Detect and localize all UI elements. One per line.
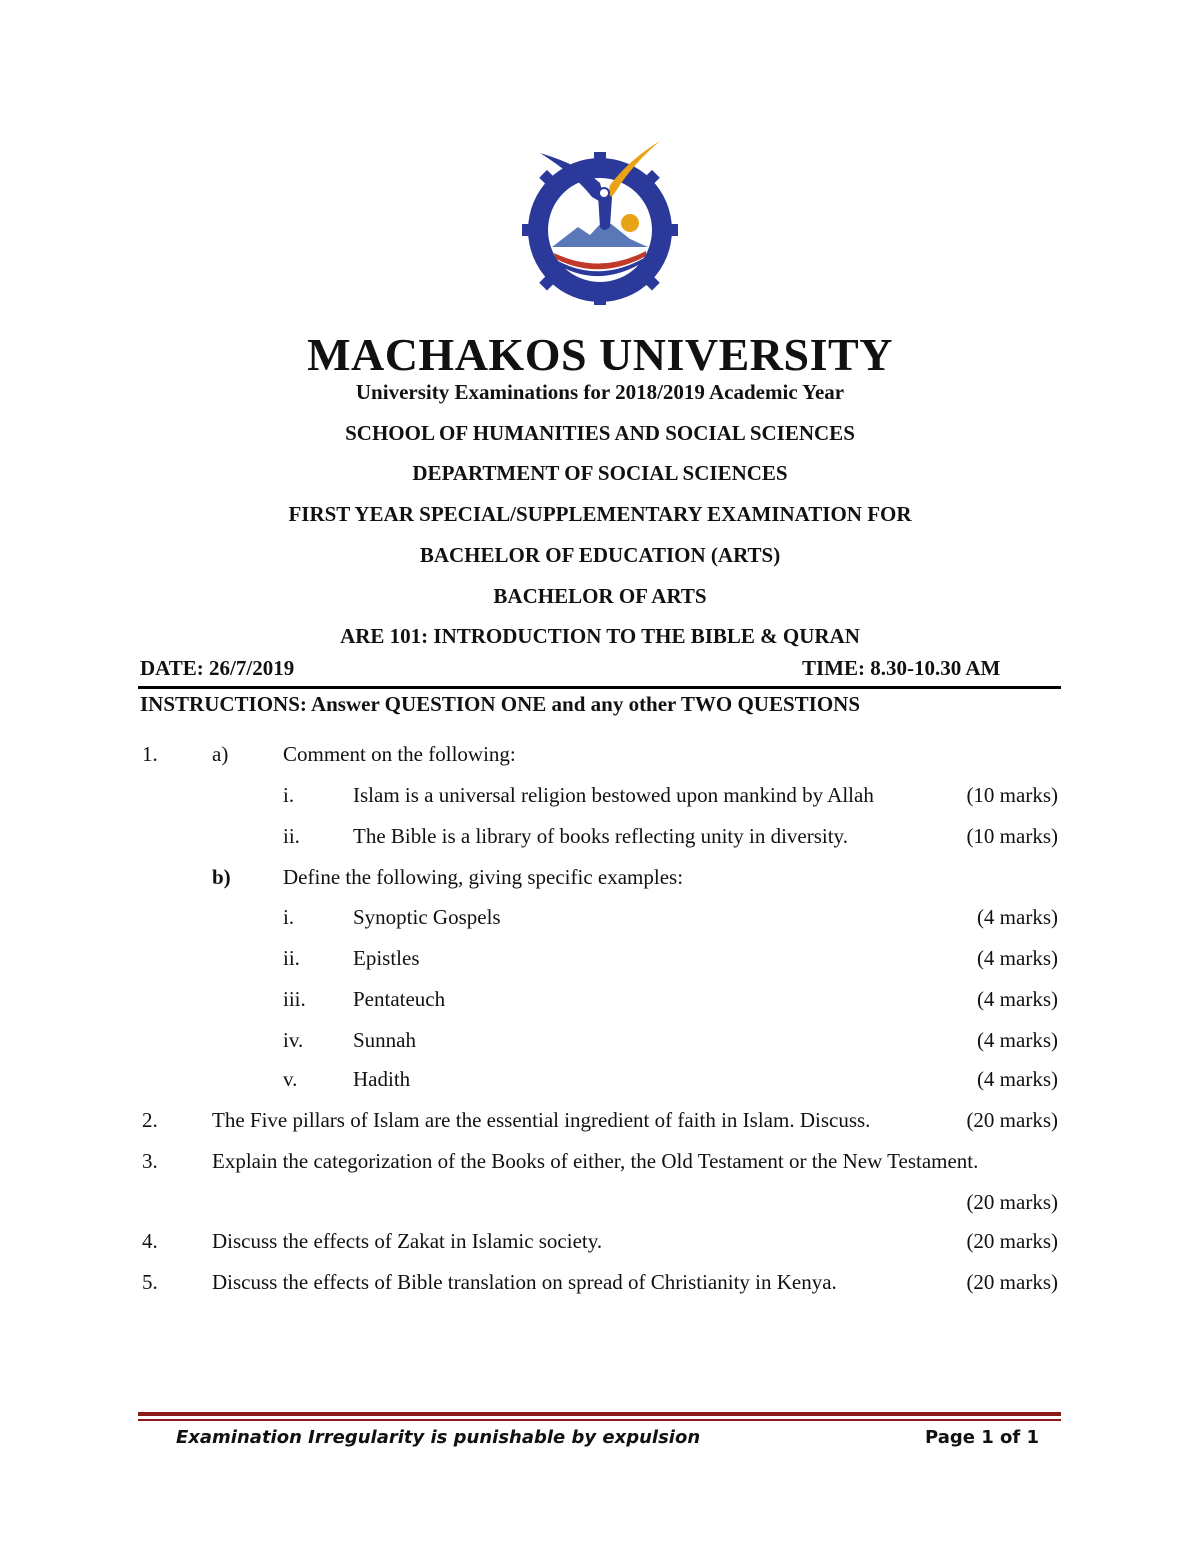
- item-text: Hadith: [353, 1067, 411, 1091]
- question-marks: (20 marks): [966, 1270, 1058, 1294]
- university-name: MACHAKOS UNIVERSITY: [307, 329, 893, 380]
- item-marks: (4 marks): [976, 987, 1058, 1011]
- part-label: a): [212, 742, 229, 766]
- exam-type: FIRST YEAR SPECIAL/SUPPLEMENTARY EXAMINATION FOR: [288, 502, 912, 526]
- university-logo: [520, 135, 680, 305]
- item-number: ii.: [283, 824, 300, 848]
- item-number: iv.: [283, 1028, 304, 1052]
- item-number: iii.: [283, 987, 306, 1011]
- question-marks: (20 marks): [966, 1229, 1058, 1253]
- question-text: Discuss the effects of Zakat in Islamic society.: [212, 1229, 603, 1253]
- programme-1: BACHELOR OF EDUCATION (ARTS): [419, 543, 781, 567]
- programme-2: BACHELOR OF ARTS: [493, 584, 707, 608]
- item-marks: (4 marks): [976, 1028, 1058, 1052]
- question-number: 1.: [142, 742, 158, 766]
- item-number: v.: [283, 1067, 298, 1091]
- footer-divider-thin: [138, 1419, 1061, 1421]
- exam-time: TIME: 8.30-10.30 AM: [802, 656, 1001, 680]
- item-text: Synoptic Gospels: [353, 905, 501, 929]
- header-divider: [138, 686, 1061, 689]
- question-number: 3.: [142, 1149, 158, 1173]
- question-marks: (20 marks): [966, 1190, 1058, 1214]
- question-number: 4.: [142, 1229, 158, 1253]
- question-number: 5.: [142, 1270, 158, 1294]
- item-text: Islam is a universal religion bestowed upon mankind by Allah: [353, 783, 874, 807]
- footer-divider: [138, 1412, 1061, 1416]
- item-text: Pentateuch: [353, 987, 446, 1011]
- item-number: i.: [283, 905, 295, 929]
- exam-date: DATE: 26/7/2019: [140, 656, 295, 680]
- department-name: DEPARTMENT OF SOCIAL SCIENCES: [412, 461, 788, 485]
- item-marks: (10 marks): [966, 783, 1058, 807]
- question-marks: (20 marks): [966, 1108, 1058, 1132]
- item-marks: (4 marks): [976, 905, 1058, 929]
- item-text: The Bible is a library of books reflecting unity in diversity.: [353, 824, 848, 848]
- question-text: Discuss the effects of Bible translation on spread of Christianity in Kenya.: [212, 1270, 837, 1294]
- item-number: i.: [283, 783, 295, 807]
- page-number: Page 1 of 1: [925, 1427, 1039, 1448]
- course-title: ARE 101: INTRODUCTION TO THE BIBLE & QURAN: [340, 624, 860, 648]
- part-text: Comment on the following:: [283, 742, 516, 766]
- instructions: INSTRUCTIONS: Answer QUESTION ONE and any other TWO QUESTIONS: [140, 692, 861, 716]
- item-marks: (4 marks): [976, 946, 1058, 970]
- item-number: ii.: [283, 946, 300, 970]
- question-number: 2.: [142, 1108, 158, 1132]
- question-text: The Five pillars of Islam are the essential ingredient of faith in Islam. Discuss.: [212, 1108, 871, 1132]
- item-text: Epistles: [353, 946, 420, 970]
- item-marks: (10 marks): [966, 824, 1058, 848]
- part-text: Define the following, giving specific examples:: [283, 865, 684, 889]
- school-name: SCHOOL OF HUMANITIES AND SOCIAL SCIENCES: [345, 421, 855, 445]
- question-text: Explain the categorization of the Books of either, the Old Testament or the New Testament.: [212, 1149, 979, 1173]
- exam-year: University Examinations for 2018/2019 Academic Year: [355, 380, 845, 404]
- item-text: Sunnah: [353, 1028, 416, 1052]
- footer-note: Examination Irregularity is punishable by expulsion: [176, 1427, 701, 1448]
- part-label: b): [212, 865, 231, 889]
- item-marks: (4 marks): [976, 1067, 1058, 1091]
